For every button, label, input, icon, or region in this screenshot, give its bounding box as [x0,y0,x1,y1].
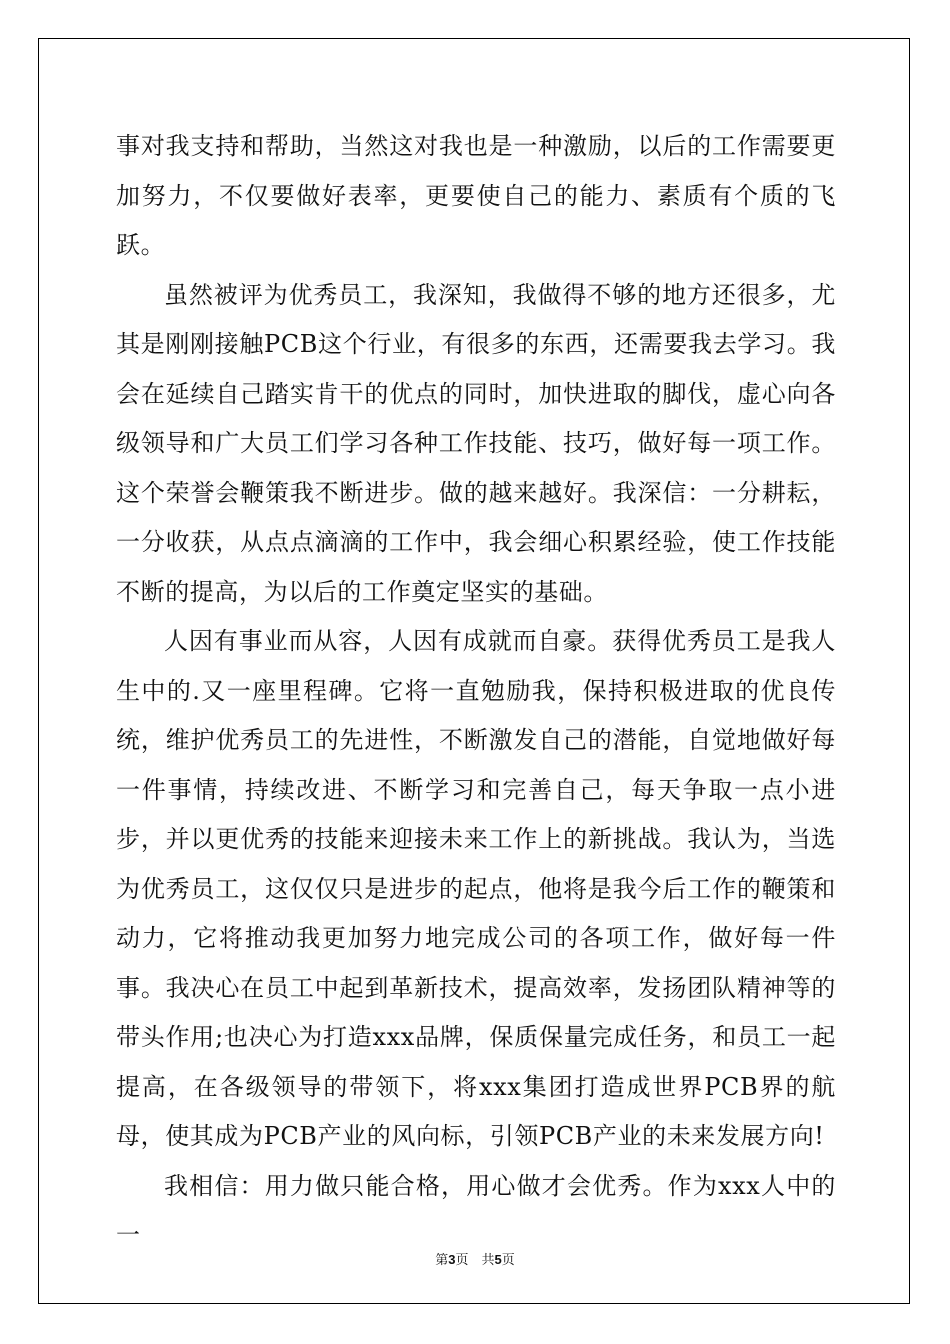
page-suffix: 页 [501,1253,515,1268]
paragraph: 我相信：用力做只能合格，用心做才会优秀。作为xxx人中的一 [116,1171,836,1249]
page-footer [0,1249,950,1268]
paragraph: 虽然被评为优秀员工，我深知，我做得不够的地方还很多，尤其是刚刚接触PCB这个行业，有很多的东西，还需要我去学习。我会在延续自己踏实肯干的优点的同时，加快进取的脚伐，虚心向各级领导和广大员工们学习各种工作技能、技巧，做好每一项工作。这个荣誉会鞭策我不断进步。做的越来越好。我深信：一分耕耘，一分收获，从点点滴滴的工作中，我会细心积累经验，使工作技能不断的提高，为以后的工作奠定坚实的基础。 [116,280,836,606]
page-prefix: 第 [435,1253,449,1268]
paragraph: 人因有事业而从容，人因有成就而自豪。获得优秀员工是我人生中的.又一座里程碑。它将一直勉励我，保持积极进取的优良传统，维护优秀员工的先进性，不断激发自己的潜能，自觉地做好每一件事情，持续改进、不断学习和完善自己，每天争取一点小进步，并以更优秀的技能来迎接未来工作上的新挑战。我认为，当选为优秀员工，这仅仅只是进步的起点，他将是我今后工作的鞭策和动力，它将推动我更加努力地完成公司的各项工作，做好每一件事。我决心在员工中起到革新技术，提高效率，发扬团队精神等的带头作用;也决心为打造xxx品牌，保质保量完成任务，和员工一起提高，在各级领导的带领下，将xxx集团打造成世界PCB界的航母，使其成为PCB产业的风向标，引领PCB产业的未来发展方向! [116,627,836,1150]
document-body [116,122,836,1261]
current-page-number: 3 [448,1252,456,1267]
total-pages-number: 5 [494,1252,502,1267]
paragraph-continuation: 事对我支持和帮助，当然这对我也是一种激励，以后的工作需要更加努力，不仅要做好表率，更要使自己的能力、素质有个质的飞跃。 [116,132,836,259]
page-mid: 页 共 [455,1253,495,1268]
